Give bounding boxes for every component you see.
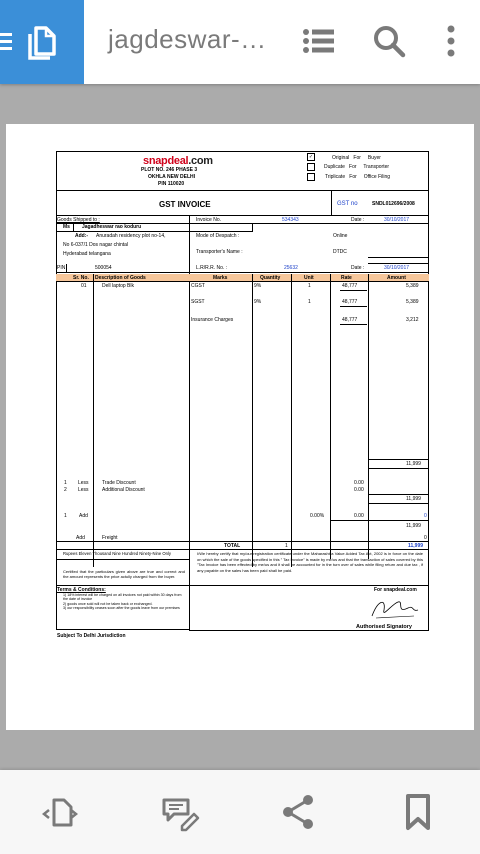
list-icon[interactable] [302,24,336,58]
charge-amount: 3,212 [406,317,419,323]
customer-name: Jagadheswar rao koduru [82,224,142,230]
gst-label: GST no [337,201,358,207]
subtotal: 11,999 [406,523,421,529]
for-company: For snapdeal.com [374,587,417,593]
charge-name: Insurance Charges [191,317,234,323]
terms-item: 1) 18% interest will be charged on all invoices not paid within 30 days from the date of invoice [63,593,182,602]
date-label: Date : [351,265,365,271]
total-quantity: 1 [285,543,288,549]
transporter-label: Transporter's Name : [196,249,243,255]
customer-address: Hyderabad telangana [63,251,111,257]
despatch-label: Mode of Despatch : [196,233,240,239]
item-description: Dell laptop Blk [102,283,134,289]
customer-address: Anuradah residency plot no-14, [96,233,166,239]
freight-amount: 0 [424,535,427,541]
brand-logo: snapdeal.com [143,155,213,167]
address-line: OKHLA NEW DELHI [148,174,196,180]
discount-desc: Trade Discount [102,480,136,486]
lr-date: 30/10/2017 [384,265,410,271]
charge-unit: 1 [308,299,311,305]
goods-shipped-label: Goods Shipped to : [57,217,100,223]
invoice-title: GST INVOICE [159,200,211,209]
authorised-signatory: Authorised Signatory [356,624,412,630]
add-amount: 0 [424,513,427,519]
terms-item: 3) our responsibility ceases soon after the goods leave from our premises [63,606,180,611]
terms-title: Terms & Conditions: [57,587,106,593]
certification-left: Certified that the particulars given above are true and correct and the amount represents the price actully charged from the buyer. [63,569,185,579]
freight-label: Freight [102,535,118,541]
column-header: Marks [213,275,228,281]
total-label: TOTAL [224,543,241,549]
certification-right: I/We hereby certify that my/our registration certificate under the Maharashtra Value Added Tax Act, 2002 is in force on the date on which the sale of the goods specified in this " Tax Invoice" is made by me/us and that the transaction of sales covered by this "Tax Invoice has been effected by me/us and it shall be accounted for in the turn over of sales while filing return and due tax , if any payable on the sales has been paid shall be paid. [197,551,423,573]
grand-total: 11,999 [408,543,424,549]
address-label: Add:- [75,233,89,239]
copy-checkbox-original[interactable]: ✓ [308,154,314,160]
terms-item: 2) goods once sold will not be taken back or exchanged. [63,601,153,606]
date-label: Date : [351,217,365,223]
column-header: Amount [387,275,406,281]
charge-name: SGST [191,299,205,305]
charge-rate: 48,777 [342,283,358,289]
column-header: Quantity [260,275,281,281]
add-type: Add [79,513,88,519]
charge-pct: 9% [254,283,262,289]
copy-icon [0,0,84,84]
menu-copy-button[interactable] [0,0,84,84]
add-pct: 0.00% [310,513,325,519]
copy-checkbox-duplicate[interactable] [307,163,315,171]
copy-label: Duplicate For Transporter [324,164,390,170]
invoice-no-label: Invoice No. [196,217,222,223]
charge-rate: 48,777 [342,317,358,323]
column-header: Sr. No. [73,275,89,281]
terms-list [63,593,187,611]
freight-type: Add [76,535,85,541]
discount-rate: 0.00 [354,487,364,493]
discount-rate: 0.00 [354,480,364,486]
document-page[interactable] [6,124,474,730]
column-header: Description of Goods [95,275,146,281]
search-icon[interactable] [372,24,406,58]
charge-name: CGST [191,283,205,289]
pin-value: 500054 [95,265,112,271]
gst-number: SNDL012696/2008 [372,201,415,207]
subtotal: 11,999 [406,496,421,502]
bookmark-icon[interactable] [398,792,438,832]
subtotal: 11,999 [406,461,421,467]
charge-unit: 1 [308,283,311,289]
address-line: PIN 110020 [158,181,185,187]
charge-amount: 5,389 [406,283,419,289]
add-rate: 0.00 [354,513,364,519]
item-sr: 01 [81,283,87,289]
bottom-toolbar [0,770,480,854]
copy-label: Original For Buyer [332,155,381,161]
jurisdiction-note: Subject To Delhi Jurisdiction [57,633,126,639]
column-header: Unit [304,275,314,281]
lr-label: L.R/R.R. No. : [196,265,228,271]
discount-desc: Additional Discount [102,487,145,493]
discount-sr: 2 [64,487,67,493]
invoice-date: 30/10/2017 [384,217,410,223]
column-header: Rate [341,275,352,281]
amount-in-words: Rupees Eleven Thousand Nine Hundred Ninety-Nine Only [63,551,171,556]
address-line: PLOT NO. 246 PHASE 3 [141,167,198,173]
charge-amount: 5,389 [406,299,419,305]
discount-type: Less [78,480,89,486]
document-title: jagdeswar-… [108,24,267,54]
customer-address: No 6-037/1 Dos nagar chintal [63,242,129,248]
more-vert-icon[interactable] [434,24,468,58]
annotate-icon[interactable] [160,792,200,832]
lr-number: 25632 [284,265,298,271]
copy-label: Triplicate For Office Filing [325,174,391,180]
add-sr: 1 [64,513,67,519]
charge-rate: 48,777 [342,299,358,305]
open-with-icon[interactable] [40,792,80,832]
charge-pct: 9% [254,299,262,305]
signature-image [368,594,420,622]
despatch-mode: Online [333,233,348,239]
top-app-bar [0,0,480,84]
gst-invoice [56,151,429,751]
transporter-name: DTDC [333,249,347,255]
discount-sr: 1 [64,480,67,486]
discount-type: Less [78,487,89,493]
share-icon[interactable] [278,792,318,832]
copy-checkbox-triplicate[interactable] [307,173,315,181]
invoice-number: 534343 [282,217,299,223]
ms-label: Ms [63,224,70,230]
pin-label: PIN [57,265,66,271]
